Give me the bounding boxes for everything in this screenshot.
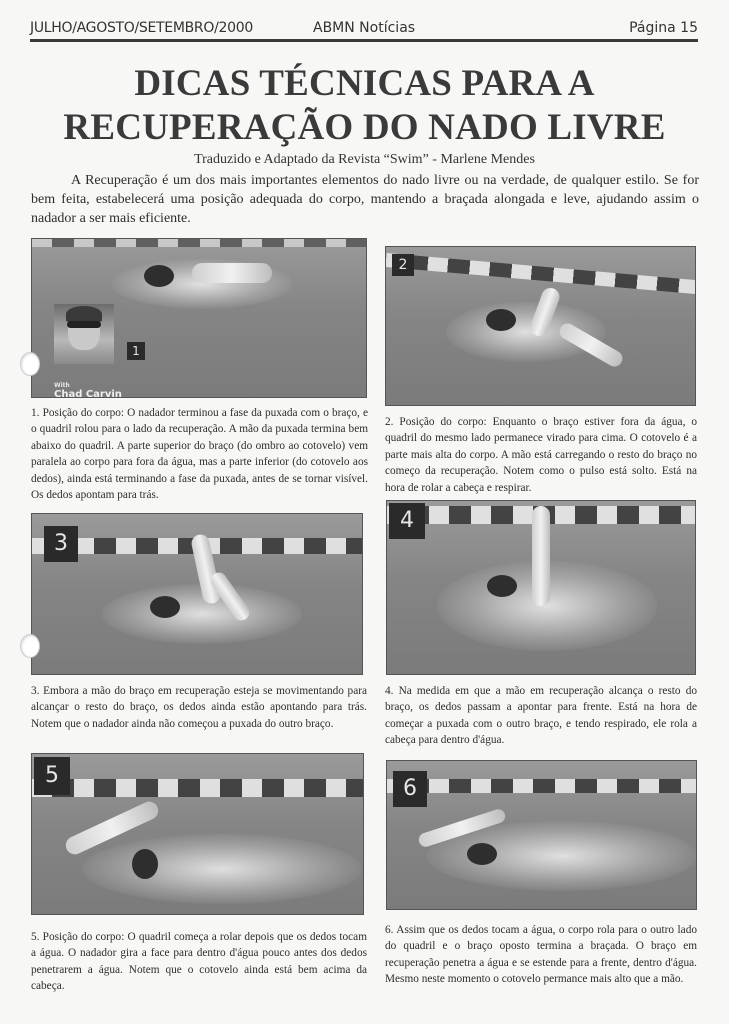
title-line-2: RECUPERAÇÃO DO NADO LIVRE <box>63 107 666 148</box>
intro-text: A Recuperação é um dos mais importantes elementos do nado livre ou na verdade, de qualquer estilo. Se for bem feita, estabelecerá uma posição adequada do corpo, mantendo a braçada alongada e leve, ajudando assim o nadador a ser mais eficiente. <box>31 173 699 226</box>
caption-step-3: 3. Embora a mão do braço em recuperação esteja se movimentando para alcançar o resto do braço, os dedos ainda estão apontando para trás. Notem que o nadador ainda não começou a puxada do outro braço. <box>31 685 367 730</box>
step-number-badge: 2 <box>392 254 414 276</box>
running-header <box>30 18 698 42</box>
caption-step-5: 5. Posição do corpo: O quadril começa a rolar depois que os dedos tocam a água. O nadador gira a face para dentro d'água pouco antes dos dedos penetrarem a água. Notem que o cotovelo ainda está bem acima da cabeça. <box>31 931 367 993</box>
step-number-badge: 3 <box>44 526 78 562</box>
binder-hole <box>20 352 40 376</box>
photo-step-3 <box>31 513 363 675</box>
article-title <box>0 62 729 150</box>
binder-hole <box>20 634 40 658</box>
page-number: Página 15 <box>629 20 698 36</box>
byline: Traduzido e Adaptado da Revista “Swim” - Marlene Mendes <box>194 152 535 167</box>
publication-name: ABMN Notícias <box>313 20 416 36</box>
credit-with-label: With <box>54 382 70 389</box>
title-line-1: DICAS TÉCNICAS PARA A <box>134 63 595 104</box>
photo-step-2 <box>385 246 696 406</box>
caption-step-2: 2. Posição do corpo: Enquanto o braço estiver fora da água, o quadril do mesmo lado permanece virado para cima. O cotovelo é a parte mais alta do corpo. A mão está carregando o resto do braço no começo da recuperação. Notem como o pulso está solto. Está na hora de rolar a cabeça e respirar. <box>385 416 697 494</box>
intro-paragraph <box>31 171 699 228</box>
caption-step-6: 6. Assim que os dedos tocam a água, o corpo rola para o outro lado do quadril e o braço oposto termina a braçada. O braço em recuperação penetra a água e se estende para a frente, dentro d'água. Mesmo neste momento o cotovelo permance mais alto que a mão. <box>385 924 697 986</box>
step-number-badge: 1 <box>127 342 145 360</box>
photo-step-6 <box>386 760 697 910</box>
photo-step-1 <box>31 238 367 398</box>
photo-step-5 <box>31 753 364 915</box>
step-number-badge: 5 <box>34 757 70 795</box>
step-number-badge: 6 <box>393 771 427 807</box>
credit-name-label: Chad Carvin <box>54 389 122 398</box>
step-number-badge: 4 <box>389 503 425 539</box>
issue-date: JULHO/AGOSTO/SETEMBRO/2000 <box>30 20 253 36</box>
caption-step-4: 4. Na medida em que a mão em recuperação alcança o resto do braço, os dedos passam a apontar para frente. Está na hora de começar a puxada com o outro braço, e tendo respirado, ele rola a cabeça para dentro d'água. <box>385 685 697 747</box>
swimmer-portrait <box>54 304 114 364</box>
caption-step-1: 1. Posição do corpo: O nadador terminou a fase da puxada com o braço, e o quadril rolou para o lado da recuperação. A mão da puxada termina bem abaixo do quadril. A parte superior do braço (do ombro ao cotovelo) vem paralela ao corpo para fora da água, mas a parte inferior (do cotovelo aos dedos), ainda está terminando a fase da puxada, antes de se tornar visível. Os dedos apontam para trás. <box>31 407 368 502</box>
photo-step-4 <box>386 500 696 675</box>
